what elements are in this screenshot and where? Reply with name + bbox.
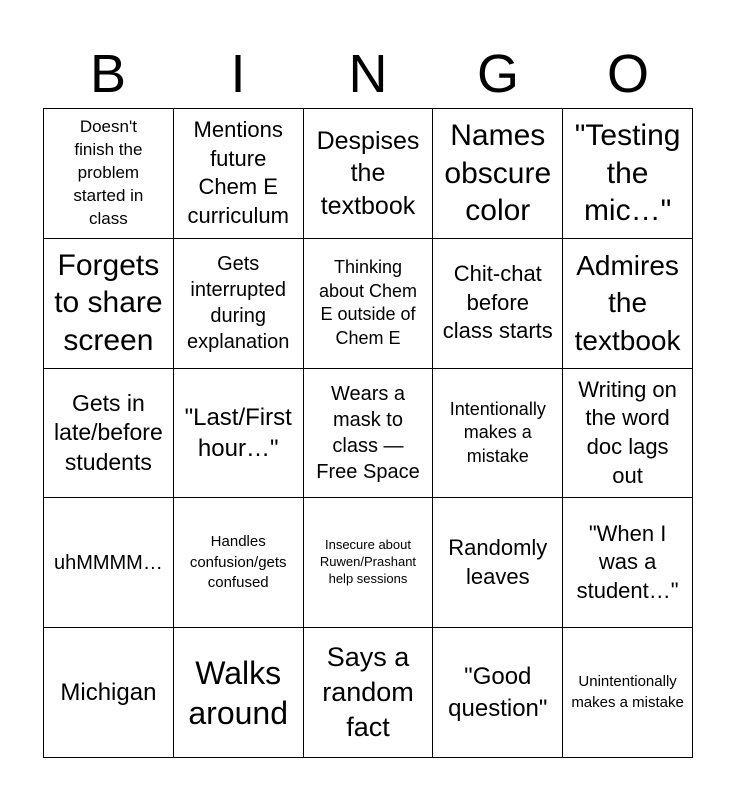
bingo-cell-r1c3[interactable]	[304, 109, 434, 239]
cell-text: Says a random fact	[322, 641, 414, 743]
header-letter-b: B	[89, 44, 127, 104]
bingo-cell-r1c2[interactable]	[174, 109, 304, 239]
bingo-cell-r4c1[interactable]	[44, 498, 174, 628]
bingo-cell-r3c1[interactable]	[44, 369, 174, 499]
cell-text: Walks around	[188, 654, 289, 731]
header-letter-g: G	[476, 44, 519, 104]
bingo-cell-r4c4[interactable]	[433, 498, 563, 628]
bingo-cell-r5c5[interactable]	[563, 628, 693, 758]
bingo-header	[43, 40, 693, 108]
cell-text: "Testing the mic…"	[574, 119, 681, 228]
bingo-cell-r2c2[interactable]	[174, 239, 304, 369]
bingo-grid	[43, 108, 693, 758]
cell-text: "When I was a student…"	[576, 520, 679, 604]
cell-text: Unintentionally makes a mistake	[571, 673, 684, 711]
cell-text: Chit-chat before class starts	[442, 261, 553, 344]
bingo-cell-r5c4[interactable]	[433, 628, 563, 758]
cell-text: uhMMMM…	[53, 551, 163, 574]
cell-text: Writing on the word doc lags out	[578, 376, 677, 488]
cell-text: Insecure about Ruwen/Prashant help sessions	[319, 537, 417, 587]
bingo-cell-r4c5[interactable]	[563, 498, 693, 628]
cell-text: "Good question"	[448, 663, 548, 722]
cell-text: Intentionally makes a mistake	[449, 398, 546, 466]
bingo-cell-r2c1[interactable]	[44, 239, 174, 369]
bingo-cell-r1c1[interactable]	[44, 109, 174, 239]
bingo-cell-r4c2[interactable]	[174, 498, 304, 628]
cell-text: Randomly leaves	[448, 535, 548, 589]
header-letter-o: O	[606, 44, 649, 104]
cell-text: Forgets to share screen	[54, 248, 163, 357]
bingo-cell-r2c3[interactable]	[304, 239, 434, 369]
bingo-cell-r3c3[interactable]	[304, 369, 434, 499]
cell-text: Doesn't finish the problem started in class	[73, 117, 144, 228]
bingo-cell-r3c2[interactable]	[174, 369, 304, 499]
bingo-cell-r4c3[interactable]	[304, 498, 434, 628]
cell-text: Wears a mask to class — Free Space	[316, 382, 420, 483]
bingo-cell-r2c5[interactable]	[563, 239, 693, 369]
bingo-cell-r2c4[interactable]	[433, 239, 563, 369]
bingo-cell-r1c5[interactable]	[563, 109, 693, 239]
cell-text: Gets interrupted during explanation	[187, 253, 290, 354]
header-letter-n: N	[348, 44, 388, 104]
cell-text: Handles confusion/gets confused	[189, 533, 287, 591]
cell-text: "Last/First hour…"	[184, 403, 292, 462]
bingo-cell-r5c1[interactable]	[44, 628, 174, 758]
bingo-cell-r5c3[interactable]	[304, 628, 434, 758]
cell-text: Despises the textbook	[316, 126, 420, 220]
bingo-cell-r3c5[interactable]	[563, 369, 693, 499]
cell-text: Thinking about Chem E outside of Chem E	[318, 257, 418, 348]
cell-text: Gets in late/before students	[54, 389, 163, 475]
cell-text: Names obscure color	[444, 119, 552, 228]
bingo-cell-r1c4[interactable]	[433, 109, 563, 239]
cell-text: Mentions future Chem E curriculum	[187, 117, 289, 228]
header-letter-i: I	[230, 44, 246, 104]
cell-text: Admires the textbook	[574, 249, 681, 357]
bingo-cell-r3c4[interactable]	[433, 369, 563, 499]
bingo-cell-r5c2[interactable]	[174, 628, 304, 758]
cell-text: Michigan	[60, 679, 157, 706]
